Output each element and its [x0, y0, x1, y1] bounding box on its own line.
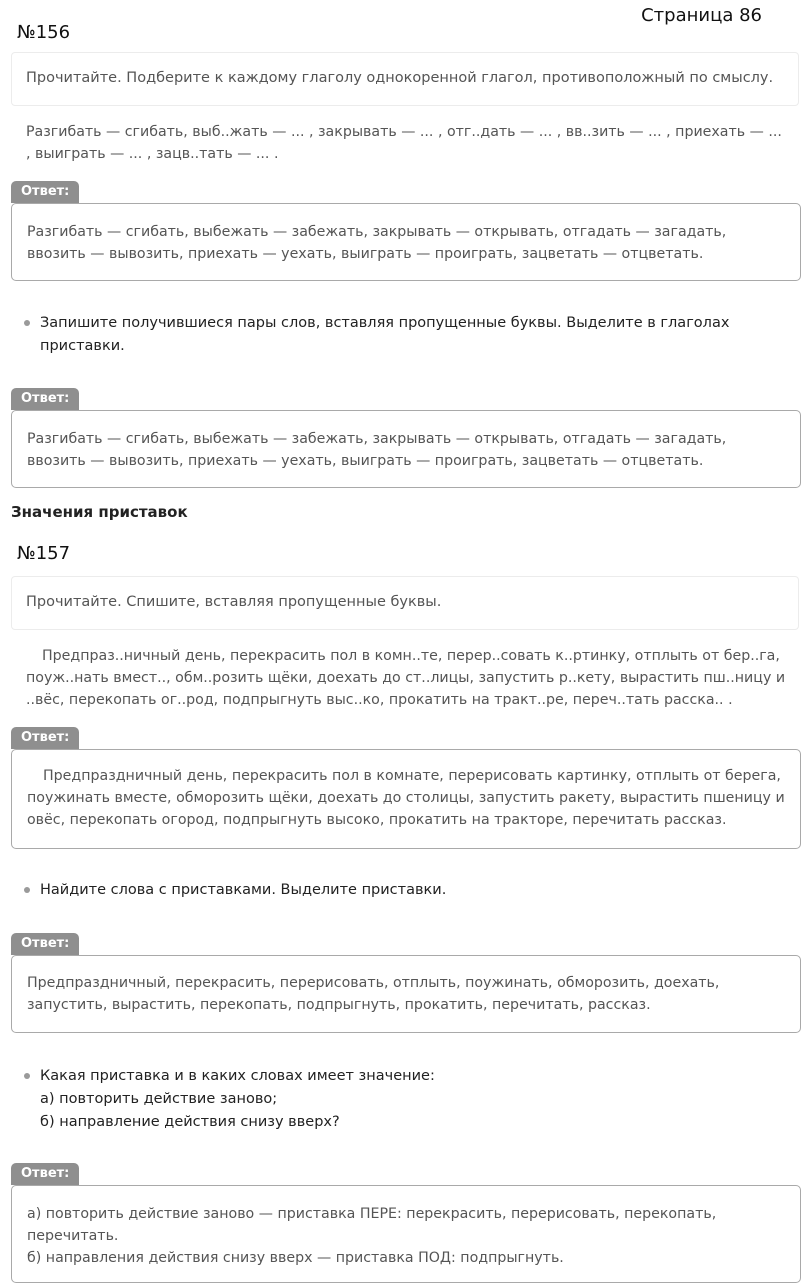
- task-157-answer-label: Ответ:: [11, 727, 79, 749]
- task-156-answer-box: [11, 203, 801, 281]
- task-156-number: №156: [17, 22, 71, 43]
- bullet2-line: Какая приставка и в каких словах имеет значение:: [40, 1068, 435, 1084]
- task-157-answer2-box: [11, 955, 801, 1033]
- task-156-answer2-box: [11, 410, 801, 488]
- task-157-bullet2-text: [40, 1065, 784, 1134]
- task-157-bullet1: [24, 879, 784, 902]
- task-156-answer: Разгибать — сгибать, выбежать — забежать, закрывать — открывать, отгадать — загадать, ввозить — вывозить, приехать — уехать, выиграть — проиграть, зацветать — отцветать.: [27, 224, 727, 262]
- bullet-dot-icon: [24, 320, 30, 326]
- task-156-instruction: Прочитайте. Подберите к каждому глаголу однокоренной глагол, противоположный по смыслу.: [26, 70, 774, 86]
- bullet2-line: б) направление действия снизу вверх?: [40, 1114, 340, 1130]
- task-157-answer2-label: Ответ:: [11, 933, 79, 955]
- task-156-answer-label: Ответ:: [11, 181, 79, 203]
- task-156-answer2-label: Ответ:: [11, 388, 79, 410]
- task-156-instruction-box: [11, 52, 799, 106]
- task-157-exercise: Предпраз..ничный день, перекрасить пол в комн..те, перер..совать к..ртинку, отплыть от бер..га, поуж..нать вмест.., обм..розить щёки, доехать до ст..лицы, запустить р..кету, вырастить пш..ницу и ..вёс, перекопать ог..род, подпрыгнуть выс..ко, прокатить на тракт..ре, переч..тать расска.. .: [26, 648, 786, 708]
- task-157-answer3-label: Ответ:: [11, 1163, 79, 1185]
- task-157-answer-box: [11, 749, 801, 849]
- answer3-line: б) направления действия снизу вверх — приставка ПОД: подпрыгнуть.: [27, 1250, 564, 1266]
- task-156-bullet: [24, 312, 784, 358]
- section-title: Значения приставок: [11, 503, 188, 521]
- task-157-bullet2: [24, 1065, 784, 1134]
- task-156-bullet-text: Запишите получившиеся пары слов, вставляя пропущенные буквы. Выделите в глаголах приставки.: [40, 315, 730, 354]
- task-157-number: №157: [17, 543, 71, 564]
- task-157-instruction-box: [11, 576, 799, 630]
- task-156-exercise: Разгибать — сгибать, выб..жать — ... , закрывать — ... , отг..дать — ... , вв..зить — ... , приехать — ... , выиграть — ... , зацв..тать — ... .: [26, 124, 782, 162]
- bullet-dot-icon: [24, 1073, 30, 1079]
- task-156-answer2: Разгибать — сгибать, выбежать — забежать, закрывать — открывать, отгадать — загадать, ввозить — вывозить, приехать — уехать, выиграть — проиграть, зацветать — отцветать.: [27, 431, 727, 469]
- page-number: Страница 86: [641, 5, 762, 26]
- task-157-instruction: Прочитайте. Спишите, вставляя пропущенные буквы.: [26, 594, 442, 610]
- bullet-dot-icon: [24, 887, 30, 893]
- answer3-line: а) повторить действие заново — приставка ПЕРЕ: перекрасить, перерисовать, перекопать, перечитать.: [27, 1206, 717, 1244]
- bullet2-line: а) повторить действие заново;: [40, 1091, 278, 1107]
- task-157-answer2: Предпраздничный, перекрасить, перерисовать, отплыть, поужинать, обморозить, доехать, запустить, вырастить, перекопать, подпрыгнуть, прокатить, перечитать, рассказ.: [27, 975, 720, 1013]
- task-157-answer3-box: [11, 1185, 801, 1283]
- task-157-answer: Предпраздничный день, перекрасить пол в комнате, перерисовать картинку, отплыть от берега, поужинать вместе, обморозить щёки, доехать до столицы, запустить ракету, вырастить пшеницу и овёс, перекопать огород, подпрыгнуть высоко, прокатить на тракторе, перечитать рассказ.: [27, 768, 785, 828]
- task-157-bullet1-text: Найдите слова с приставками. Выделите приставки.: [40, 882, 447, 898]
